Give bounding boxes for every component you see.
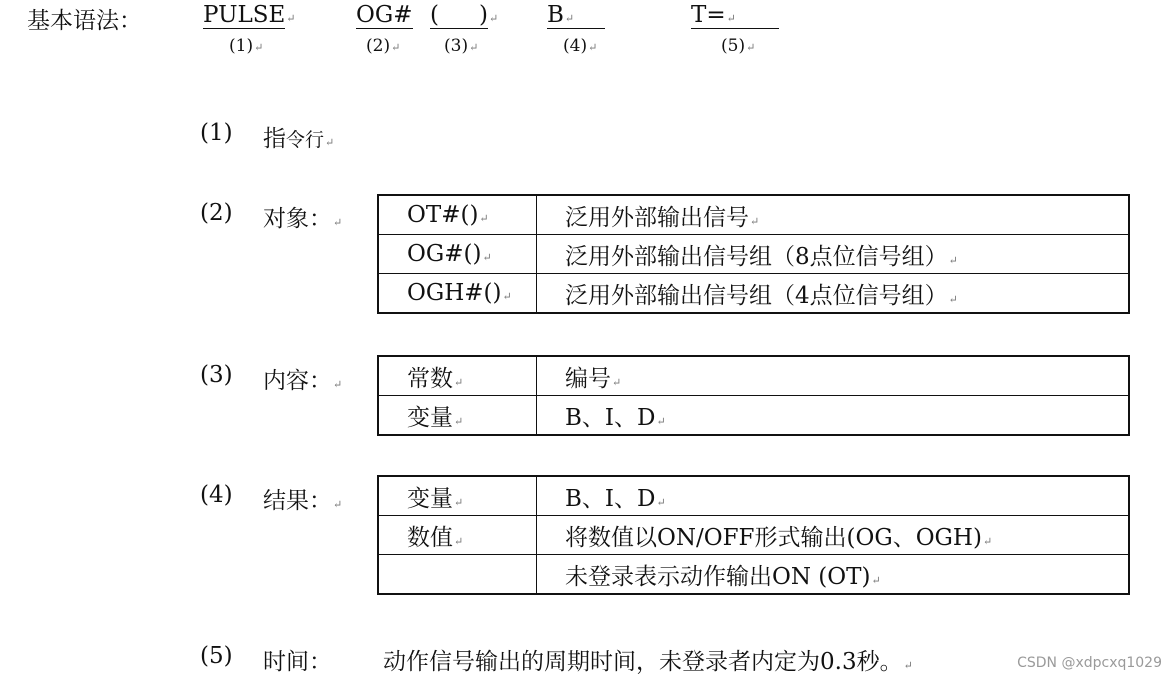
table-row: [378, 476, 1129, 516]
syntax-pulse: PULSE↵: [203, 2, 296, 28]
table-cell: 将数值以ON/OFF形式输出(OG、OGH)↵: [537, 516, 1130, 555]
table-row: [378, 195, 1129, 235]
table-cell: 数值↵: [378, 516, 537, 555]
table-cell: OG#()↵: [378, 235, 537, 274]
section-5-title: 时间：: [263, 649, 332, 675]
table-row: [378, 274, 1129, 314]
table-cell: OGH#()↵: [378, 274, 537, 314]
syntax-label: 基本语法：: [27, 8, 142, 34]
syntax-b: B↵: [547, 2, 605, 29]
watermark: CSDN @xdpcxq1029: [1017, 655, 1162, 671]
content-table: [377, 355, 1130, 436]
syntax-paren: ( )↵: [430, 2, 499, 28]
table-row: [378, 396, 1129, 436]
result-table: [377, 475, 1130, 595]
table-row: [378, 555, 1129, 595]
table-row: [378, 516, 1129, 555]
part-number-3: (3)↵: [444, 36, 479, 56]
table-cell: [378, 555, 537, 595]
section-3-title: 内容：↵: [263, 368, 343, 394]
table-cell: 编号↵: [537, 356, 1130, 396]
section-3-index: (3): [200, 362, 233, 388]
section-4-title: 结果：↵: [263, 488, 343, 514]
section-4-index: (4): [200, 482, 233, 508]
part-number-4: (4)↵: [563, 36, 598, 56]
table-cell: B、I、D↵: [537, 396, 1130, 436]
table-row: [378, 235, 1129, 274]
table-cell: 变量↵: [378, 396, 537, 436]
table-cell: OT#()↵: [378, 195, 537, 235]
section-5-index: (5): [200, 643, 233, 669]
table-cell: 泛用外部输出信号↵: [537, 195, 1130, 235]
table-cell: 常数↵: [378, 356, 537, 396]
section-2-title: 对象：↵: [263, 206, 343, 232]
part-number-1: (1)↵: [229, 36, 264, 56]
table-cell: 泛用外部输出信号组（4点位信号组）↵: [537, 274, 1130, 314]
table-row: [378, 356, 1129, 396]
section-1-title: 指令行↵: [263, 126, 335, 152]
syntax-t: T=↵: [691, 2, 779, 29]
part-number-2: (2)↵: [366, 36, 401, 56]
section-2-index: (2): [200, 200, 233, 226]
target-table: [377, 194, 1130, 314]
syntax-og: OG#: [356, 2, 413, 28]
section-1-index: (1): [200, 120, 233, 146]
table-cell: B、I、D↵: [537, 476, 1130, 516]
section-5-text: 动作信号输出的周期时间，未登录者内定为0.3秒。↵: [383, 649, 913, 675]
table-cell: 未登录表示动作输出ON (OT)↵: [537, 555, 1130, 595]
table-cell: 变量↵: [378, 476, 537, 516]
table-cell: 泛用外部输出信号组（8点位信号组）↵: [537, 235, 1130, 274]
part-number-5: (5)↵: [721, 36, 756, 56]
